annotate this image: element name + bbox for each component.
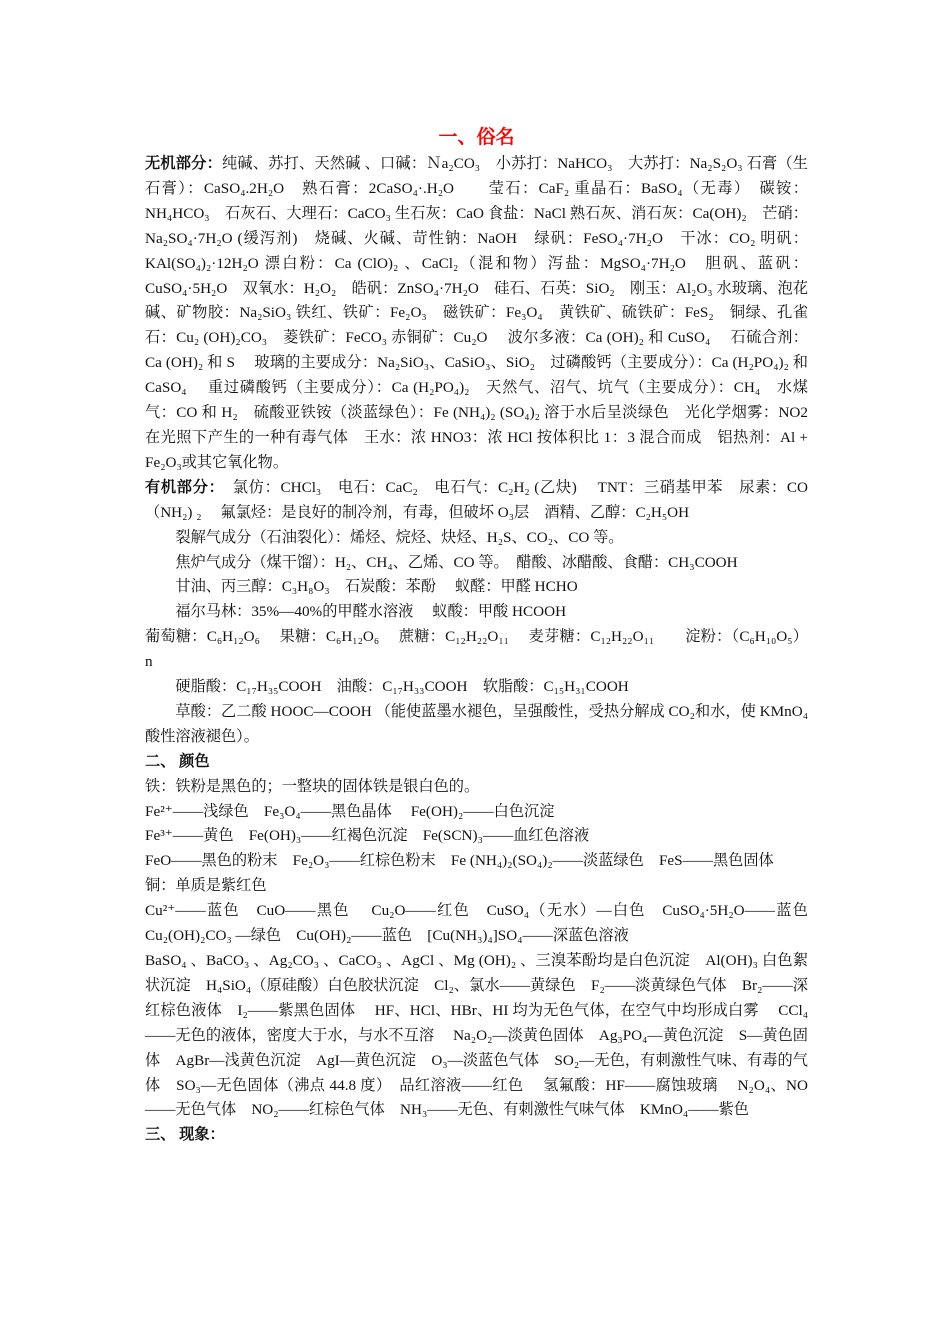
- fatty-acid-line: 硬脂酸：C₁₇H₃₅COOH 油酸：C₁₇H₃₃COOH 软脂酸：C₁₅H₃₁COOH: [175, 678, 629, 696]
- color-line: Fe²⁺——浅绿色 Fe₃O₄——黑色晶体 Fe(OH)₂——白色沉淀: [145, 802, 555, 820]
- document-page: [145, 124, 824, 1148]
- inorganic-label: 无机部分：: [145, 155, 223, 172]
- color-line: 铜：单质是紫红色: [145, 877, 267, 895]
- organic-line: 甘油、丙三醇：C₃H₈O₃ 石炭酸：苯酚 蚁醛：甲醛 HCHO: [175, 578, 578, 596]
- page-title: 一、俗名: [438, 126, 515, 148]
- color-line: BaSO₄ 、BaCO₃ 、Ag₂CO₃ 、CaCO₃ 、AgCl 、Mg (OH)₂ 、三溴苯酚均是白色沉淀 Al(OH)₃ 白色絮状沉淀 H₄SiO₄（原硅酸）白色胶状沉淀 Cl₂、氯水——黄绿色 F₂——淡黄绿色气体 Br₂——深红棕色液体 I₂——紫黑色固体 HF、HCl、HBr、HI 均为无色气体，在空气中均形成白雾 CCl₄——无色的液体，密度大于水，与水不互溶 Na₂O₂—淡黄色固体 Ag₃PO₄—黄色沉淀 S—黄色固体 AgBr—浅黄色沉淀 AgI—黄色沉淀 O₃—淡蓝色气体 SO₂—无色，有刺激性气味、有毒的气体 SO₃—无色固体（沸点 44.8 度） 品红溶液——红色 氢氟酸：HF——腐蚀玻璃 N₂O₄、NO——无色气体 NO₂——红棕色气体 NH₃——无色、有刺激性气味气体 KMnO₄——紫色: [145, 952, 808, 1119]
- phenomena-heading: 三、 现象：: [145, 1126, 225, 1144]
- inorganic-text: 纯碱、苏打、天然碱 、口碱：Ｎa₂CO₃ 小苏打：NaHCO₃ 大苏打：Na₂S₂O₃ 石膏（生石膏）：CaSO₄.2H₂O 熟石膏：2CaSO₄·.H₂O 莹石：CaF₂ 重晶石：BaSO₄（无毒） 碳铵：NH₄HCO₃ 石灰石、大理石：CaCO₃ 生石灰：CaO 食盐：NaCl 熟石灰、消石灰：Ca(OH)₂ 芒硝：Na₂SO₄·7H₂O (缓泻剂) 烧碱、火碱、苛性钠：NaOH 绿矾：FeSO₄·7H₂O 干冰：CO₂ 明矾：KAl(SO₄)₂·12H₂O 漂白粉：Ca (ClO)₂ 、CaCl₂（混和物）泻盐：MgSO₄·7H₂O 胆矾、蓝矾：CuSO₄·5H₂O 双氧水：H₂O₂ 皓矾：ZnSO₄·7H₂O 硅石、石英：SiO₂ 刚玉：Al₂O₃ 水玻璃、泡花碱、矿物胶：Na₂SiO₃ 铁红、铁矿：Fe₂O₃ 磁铁矿：Fe₃O₄ 黄铁矿、硫铁矿：FeS₂ 铜绿、孔雀石：Cu₂ (OH)₂CO₃ 菱铁矿：FeCO₃ 赤铜矿：Cu₂O 波尔多液：Ca (OH)₂ 和 CuSO₄ 石硫合剂：Ca (OH)₂ 和 S 玻璃的主要成分：Na₂SiO₃、CaSiO₃、SiO₂ 过磷酸钙（主要成分）：Ca (H₂PO₄)₂ 和 CaSO₄ 重过磷酸钙（主要成分）：Ca (H₂PO₄)₂ 天然气、沼气、坑气（主要成分）：CH₄ 水煤气：CO 和 H₂ 硫酸亚铁铵（淡蓝绿色）：Fe (NH₄)₂ (SO₄)₂ 溶于水后呈淡绿色 光化学烟雾：NO2 在光照下产生的一种有毒气体 王水：浓 HNO3：浓 HCl 按体积比 1：3 混合而成 铝热剂：Al + Fe₂O₃或其它氧化物。: [145, 155, 808, 471]
- organic-label: 有机部分：: [145, 478, 217, 496]
- organic-line: 福尔马林：35%—40%的甲醛水溶液 蚁酸：甲酸 HCOOH: [175, 603, 567, 621]
- oxalic-acid-line: 草酸：乙二酸 HOOC—COOH （能使蓝墨水褪色，呈强酸性，受热分解成 CO₂和水，使 KMnO₄酸性溶液褪色）。: [145, 702, 808, 745]
- organic-text: 氯仿：CHCl₃ 电石：CaC₂ 电石气：C₂H₂ (乙炔) TNT：三硝基甲苯 尿素：CO（NH₂) ₂ 氟氯烃：是良好的制冷剂，有毒，但破坏 O₃层 酒精、乙醇：C₂H₅OH: [145, 478, 808, 521]
- color-line: FeO——黑色的粉末 Fe₂O₃——红棕色粉末 Fe (NH₄)₂(SO₄)₂——淡蓝绿色 FeS——黑色固体: [145, 852, 774, 870]
- organic-paragraph: [145, 476, 808, 526]
- organic-line: 裂解气成分（石油裂化）：烯烃、烷烃、炔烃、H₂S、CO₂、CO 等。: [175, 528, 624, 546]
- color-line: Fe³⁺——黄色 Fe(OH)₃——红褐色沉淀 Fe(SCN)₃——血红色溶液: [145, 827, 590, 845]
- color-line: Cu²⁺——蓝色 CuO——黑色 Cu₂O——红色 CuSO₄（无水）—白色 CuSO₄·5H₂O——蓝色 Cu₂(OH)₂CO₃ —绿色 Cu(OH)₂——蓝色 [Cu(NH₃)₄]SO₄——深蓝色溶液: [145, 902, 824, 945]
- organic-line: 焦炉气成分（煤干馏）：H₂、CH₄、乙烯、CO 等。 醋酸、冰醋酸、食醋：CH₃COOH: [175, 553, 738, 571]
- sugar-line: 葡萄糖：C₆H₁₂O₆ 果糖：C₆H₁₂O₆ 蔗糖：C₁₂H₂₂O₁₁ 麦芽糖：C₁₂H₂₂O₁₁ 淀粉：（C₆H₁₀O₅）n: [145, 628, 808, 671]
- color-heading: 二、 颜色: [145, 752, 210, 770]
- color-line: 铁：铁粉是黑色的；一整块的固体铁是银白色的。: [145, 777, 480, 795]
- inorganic-paragraph: [145, 152, 808, 476]
